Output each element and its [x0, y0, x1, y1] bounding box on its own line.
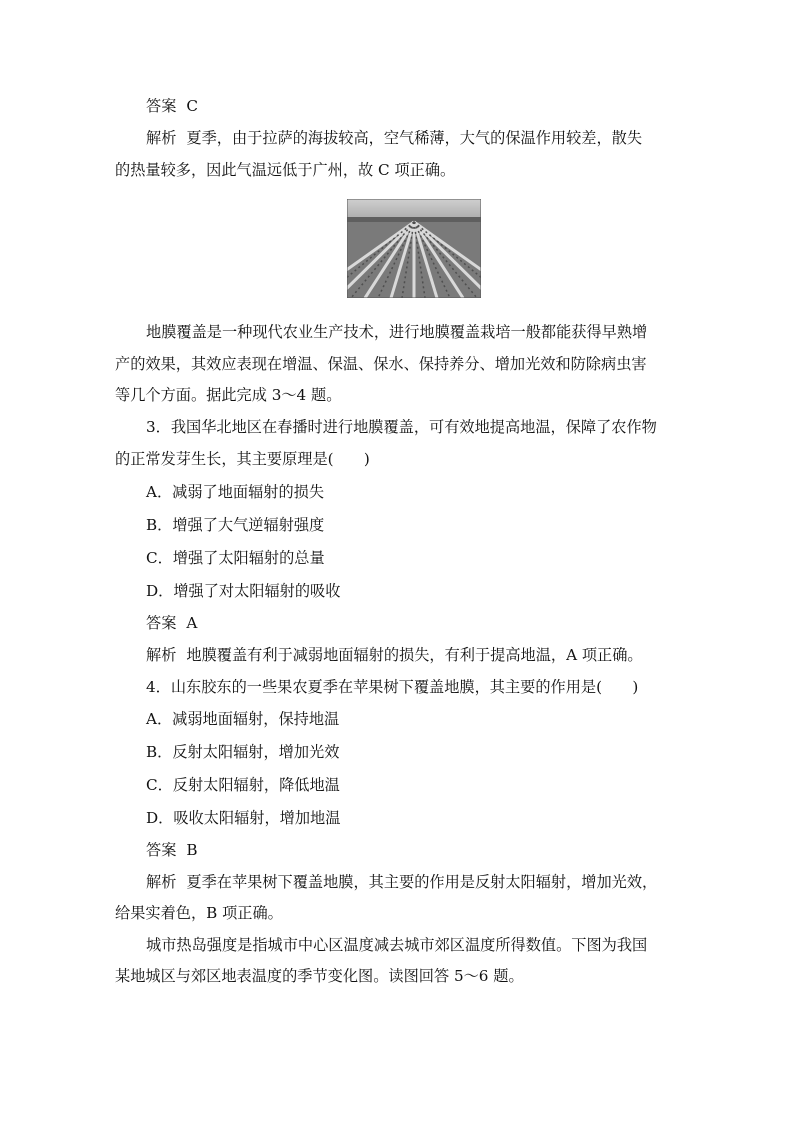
answer-value: B	[186, 841, 198, 859]
q3-option-c: C．增强了太阳辐射的总量	[146, 549, 325, 567]
q4-option-d: D．吸收太阳辐射，增加地温	[146, 809, 341, 827]
analysis-label: 解析	[146, 646, 177, 664]
intro-5-6-line-2: 某地城区与郊区地表温度的季节变化图。读图回答 5～6 题。	[115, 967, 524, 985]
q3-option-d: D．增强了对太阳辐射的吸收	[146, 582, 341, 600]
field-photo	[347, 199, 481, 298]
q3-analysis-line-1	[146, 645, 643, 665]
intro-3-4-line-2: 产的效果，其效应表现在增温、保温、保水、保持养分、增加光效和防除病虫害	[115, 355, 647, 373]
q4-option-c: C．反射太阳辐射，降低地温	[146, 776, 340, 794]
q3-option-b: B．增强了大气逆辐射强度	[146, 516, 325, 534]
answer-label: 答案	[146, 841, 177, 859]
analysis-text: 夏季在苹果树下覆盖地膜，其主要的作用是反射太阳辐射，增加光效，	[186, 873, 658, 891]
intro-3-4-line-3: 等几个方面。据此完成 3～4 题。	[115, 386, 342, 404]
q4-option-a: A．减弱地面辐射，保持地温	[146, 710, 340, 728]
q4-stem-line-1: 4．山东胶东的一些果农夏季在苹果树下覆盖地膜，其主要的作用是( )	[146, 678, 639, 696]
q3-option-a: A．减弱了地面辐射的损失	[146, 483, 325, 501]
q3-stem-line-2: 的正常发芽生长，其主要原理是( )	[115, 450, 370, 468]
answer-value: A	[186, 614, 198, 632]
analysis-label: 解析	[146, 873, 177, 891]
intro-5-6-line-1: 城市热岛强度是指城市中心区温度减去城市郊区温度所得数值。下图为我国	[146, 936, 648, 954]
intro-3-4-line-1: 地膜覆盖是一种现代农业生产技术，进行地膜覆盖栽培一般都能获得早熟增	[146, 323, 648, 341]
q4-analysis-line-2: 给果实着色，B 项正确。	[115, 904, 283, 922]
analysis-text: 地膜覆盖有利于减弱地面辐射的损失，有利于提高地温，A 项正确。	[186, 646, 643, 664]
q3-stem-line-1: 3．我国华北地区在春播时进行地膜覆盖，可有效地提高地温，保障了农作物	[146, 418, 657, 436]
q4-option-b: B．反射太阳辐射，增加光效	[146, 743, 340, 761]
analysis-label: 解析	[146, 129, 177, 147]
q2-analysis-line-1	[146, 128, 642, 148]
q3-answer	[146, 613, 197, 633]
answer-value: C	[186, 97, 198, 115]
q2-answer	[146, 96, 198, 116]
answer-label: 答案	[146, 97, 177, 115]
field-photo-image	[347, 199, 481, 298]
q4-analysis-line-1	[146, 872, 657, 892]
answer-label: 答案	[146, 614, 177, 632]
analysis-text: 夏季，由于拉萨的海拔较高，空气稀薄，大气的保温作用较差，散失	[186, 129, 642, 147]
q4-answer	[146, 840, 198, 860]
q2-analysis-line-2: 的热量较多，因此气温远低于广州，故 C 项正确。	[115, 161, 456, 179]
